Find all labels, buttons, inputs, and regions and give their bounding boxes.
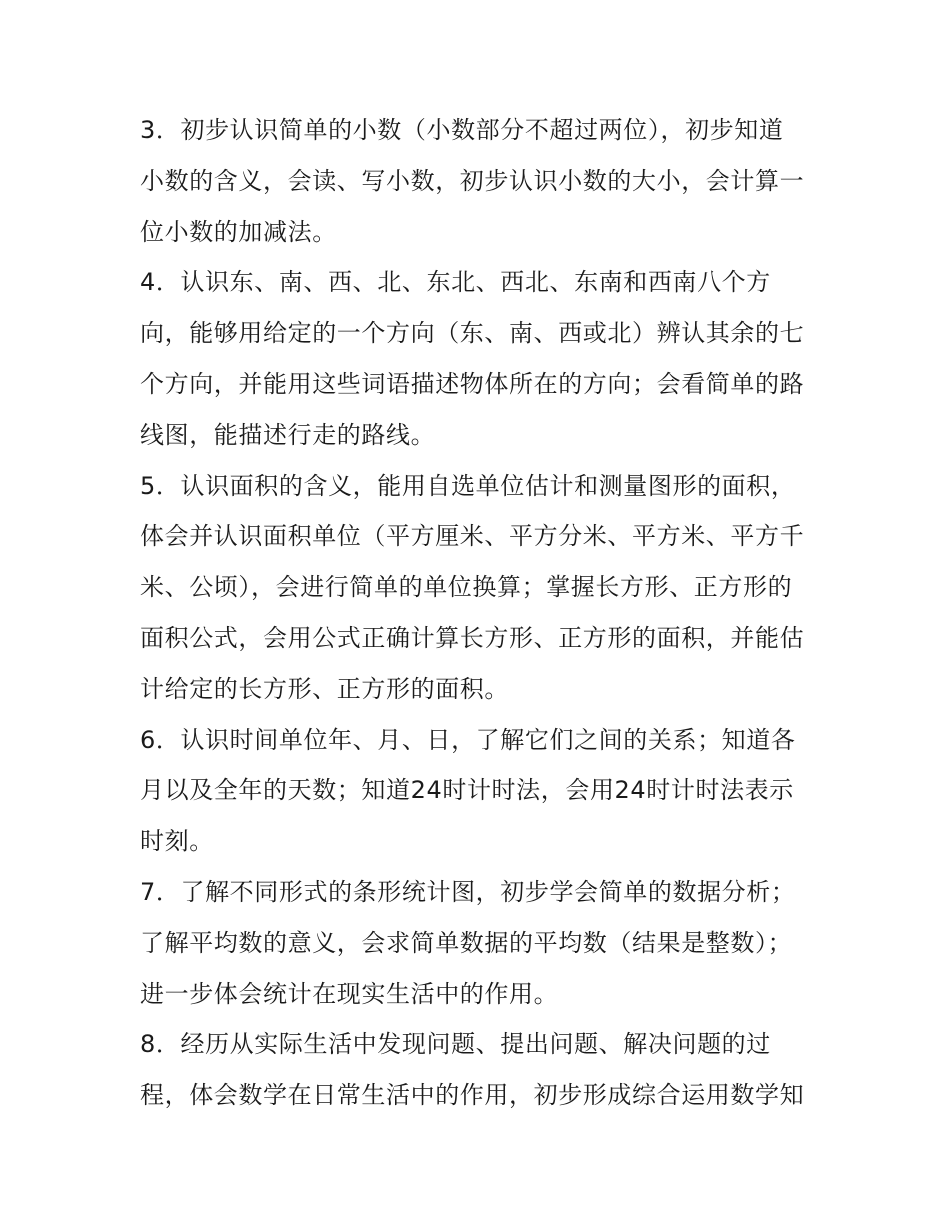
paragraph-item-5 [140, 468, 830, 722]
paragraph-item-6 [140, 722, 830, 874]
text-line: 程，体会数学在日常生活中的作用，初步形成综合运用数学知 [140, 1081, 805, 1110]
text-line: 进一步体会统计在现实生活中的作用。 [140, 979, 559, 1008]
text-line: 3．初步认识简单的小数（小数部分不超过两位），初步知道 [140, 116, 784, 144]
paragraph-item-8 [140, 1026, 830, 1128]
text-line: 8．经历从实际生活中发现问题、提出问题、解决问题的过 [140, 1030, 771, 1059]
paragraph-item-7 [140, 874, 830, 1026]
text-line: 7．了解不同形式的条形统计图，初步学会简单的数据分析； [140, 877, 796, 906]
text-line: 线图，能描述行走的路线。 [140, 420, 436, 449]
text-line: 米、公顷），会进行简单的单位换算；掌握长方形、正方形的 [140, 573, 793, 602]
text-line: 个方向，并能用这些词语描述物体所在的方向；会看简单的路 [140, 369, 805, 398]
text-line: 计给定的长方形、正方形的面积。 [140, 674, 509, 703]
text-line: 4．认识东、南、西、北、东北、西北、东南和西南八个方 [140, 268, 771, 297]
text-line: 向，能够用给定的一个方向（东、南、西或北）辨认其余的七 [140, 319, 805, 348]
text-line: 时刻。 [140, 827, 214, 856]
text-line: 月以及全年的天数；知道24时计时法，会用24时计时法表示 [140, 776, 794, 805]
text-line: 位小数的加减法。 [140, 217, 337, 246]
paragraph-item-4 [140, 264, 830, 467]
paragraph-item-3 [140, 112, 830, 264]
text-line: 6．认识时间单位年、月、日，了解它们之间的关系；知道各 [140, 725, 796, 754]
text-line: 小数的含义，会读、写小数，初步认识小数的大小，会计算一 [140, 166, 805, 195]
text-line: 5．认识面积的含义，能用自选单位估计和测量图形的面积， [140, 471, 796, 500]
document-body [140, 112, 830, 1128]
text-line: 了解平均数的意义，会求简单数据的平均数（结果是整数）； [140, 928, 793, 957]
text-line: 面积公式，会用公式正确计算长方形、正方形的面积，并能估 [140, 623, 805, 652]
text-line: 体会并认识面积单位（平方厘米、平方分米、平方米、平方千 [140, 522, 805, 551]
